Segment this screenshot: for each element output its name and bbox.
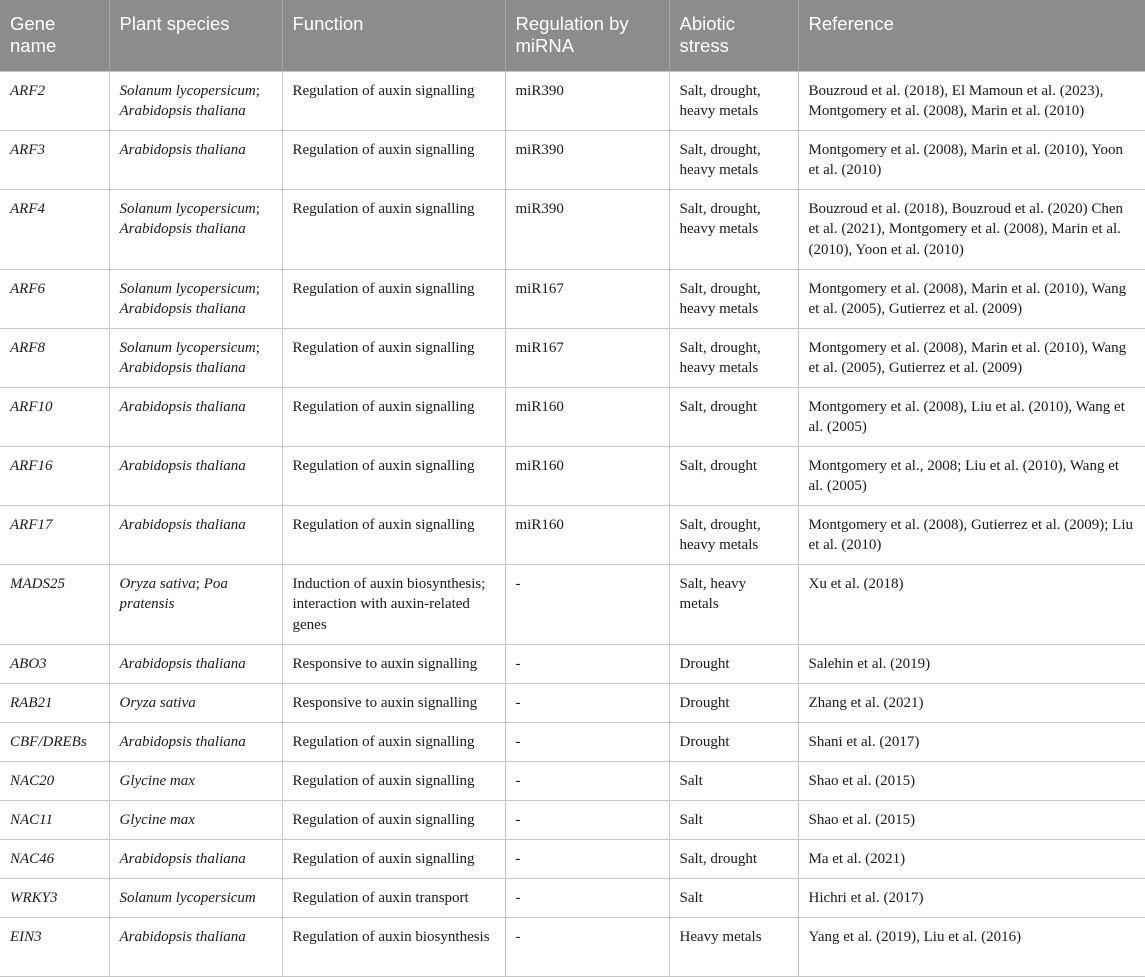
table-row: [0, 683, 1145, 722]
species-name: Arabidopsis thaliana: [119, 850, 246, 867]
reference-cell: Hichri et al. (2017): [798, 878, 1145, 917]
gene-name-cell: CBF/DREBs: [0, 722, 109, 761]
species-name: ;: [255, 82, 260, 99]
table-row: [0, 644, 1145, 683]
table-row: [0, 878, 1145, 917]
mirna-cell: miR160: [505, 505, 669, 564]
mirna-cell: miR390: [505, 189, 669, 269]
species-name: Arabidopsis thaliana: [119, 655, 246, 672]
plant-species-cell: [109, 328, 282, 387]
function-cell: Responsive to auxin signalling: [282, 644, 505, 683]
reference-cell: Shani et al. (2017): [798, 722, 1145, 761]
function-cell: Regulation of auxin signalling: [282, 130, 505, 189]
table-row: [0, 387, 1145, 446]
table-row: [0, 269, 1145, 328]
mirna-cell: -: [505, 878, 669, 917]
plant-species-cell: [109, 761, 282, 800]
function-cell: Regulation of auxin signalling: [282, 761, 505, 800]
mirna-cell: miR167: [505, 269, 669, 328]
mirna-cell: -: [505, 644, 669, 683]
plant-species-cell: [109, 387, 282, 446]
species-name: ;: [255, 200, 260, 217]
function-cell: Regulation of auxin signalling: [282, 839, 505, 878]
table-row: [0, 839, 1145, 878]
gene-name-cell: ARF16: [0, 446, 109, 505]
gene-name-cell: NAC11: [0, 800, 109, 839]
species-name: Solanum lycopersicum: [119, 200, 256, 217]
reference-cell: Salehin et al. (2019): [798, 644, 1145, 683]
species-name: Arabidopsis thaliana: [119, 221, 246, 237]
abiotic-stress-cell: Salt, drought, heavy metals: [669, 130, 798, 189]
species-name: Solanum lycopersicum: [119, 82, 256, 99]
abiotic-stress-cell: Drought: [669, 683, 798, 722]
table-body: [0, 71, 1145, 976]
reference-cell: Bouzroud et al. (2018), El Mamoun et al. (2023), Montgomery et al. (2008), Marin et al. (2010): [798, 71, 1145, 130]
reference-cell: Bouzroud et al. (2018), Bouzroud et al. (2020) Chen et al. (2021), Montgomery et al. (2008), Marin et al. (2010), Yoon et al. (2010): [798, 189, 1145, 269]
gene-name-cell: WRKY3: [0, 878, 109, 917]
abiotic-stress-cell: Salt, drought, heavy metals: [669, 505, 798, 564]
abiotic-stress-cell: Heavy metals: [669, 917, 798, 976]
abiotic-stress-cell: Salt, drought: [669, 387, 798, 446]
function-cell: Regulation of auxin signalling: [282, 800, 505, 839]
abiotic-stress-cell: Salt, drought, heavy metals: [669, 328, 798, 387]
table-header: [0, 0, 1145, 71]
reference-cell: Montgomery et al. (2008), Gutierrez et al. (2009); Liu et al. (2010): [798, 505, 1145, 564]
function-cell: Regulation of auxin signalling: [282, 269, 505, 328]
gene-name-cell: ARF2: [0, 71, 109, 130]
table-row: [0, 446, 1145, 505]
function-cell: Regulation of auxin signalling: [282, 505, 505, 564]
species-name: ;: [255, 280, 260, 297]
reference-cell: Zhang et al. (2021): [798, 683, 1145, 722]
function-cell: Regulation of auxin signalling: [282, 189, 505, 269]
column-header-regulation-by-mirna: Regulation by miRNA: [505, 0, 669, 71]
gene-name-cell: RAB21: [0, 683, 109, 722]
function-cell: Regulation of auxin transport: [282, 878, 505, 917]
gene-name-cell: NAC46: [0, 839, 109, 878]
abiotic-stress-cell: Salt, drought: [669, 839, 798, 878]
mirna-cell: miR167: [505, 328, 669, 387]
abiotic-stress-cell: Drought: [669, 644, 798, 683]
header-row: [0, 0, 1145, 71]
abiotic-stress-cell: Salt, drought, heavy metals: [669, 71, 798, 130]
column-header-abiotic-stress: Abiotic stress: [669, 0, 798, 71]
mirna-cell: miR390: [505, 71, 669, 130]
mirna-cell: -: [505, 917, 669, 976]
column-header-reference: Reference: [798, 0, 1145, 71]
table-row: [0, 564, 1145, 644]
species-name: Solanum lycopersicum: [119, 889, 256, 906]
mirna-cell: miR160: [505, 387, 669, 446]
abiotic-stress-cell: Salt, drought: [669, 446, 798, 505]
function-cell: Regulation of auxin signalling: [282, 722, 505, 761]
abiotic-stress-cell: Salt: [669, 878, 798, 917]
plant-species-cell: [109, 683, 282, 722]
plant-species-cell: [109, 917, 282, 976]
table-row: [0, 917, 1145, 976]
mirna-cell: miR390: [505, 130, 669, 189]
mirna-cell: -: [505, 683, 669, 722]
function-cell: Regulation of auxin signalling: [282, 71, 505, 130]
table-row: [0, 800, 1145, 839]
column-header-function: Function: [282, 0, 505, 71]
species-name: ;: [195, 575, 204, 592]
table-row: [0, 761, 1145, 800]
abiotic-stress-cell: Salt, drought, heavy metals: [669, 269, 798, 328]
reference-cell: Montgomery et al. (2008), Marin et al. (2010), Wang et al. (2005), Gutierrez et al. (2009): [798, 269, 1145, 328]
species-name: Arabidopsis thaliana: [119, 457, 246, 474]
species-name: Oryza sativa: [119, 575, 196, 592]
species-name: Solanum lycopersicum: [119, 339, 256, 356]
species-name: Glycine max: [119, 811, 195, 828]
plant-species-cell: [109, 446, 282, 505]
gene-name-cell: ARF4: [0, 189, 109, 269]
plant-species-cell: [109, 71, 282, 130]
gene-name-cell: ABO3: [0, 644, 109, 683]
table-row: [0, 130, 1145, 189]
species-name: Arabidopsis thaliana: [119, 141, 246, 158]
table-row: [0, 505, 1145, 564]
mirna-cell: -: [505, 722, 669, 761]
table-row: [0, 722, 1145, 761]
gene-name-cell: NAC20: [0, 761, 109, 800]
species-name: Arabidopsis thaliana: [119, 360, 246, 376]
species-name: Arabidopsis thaliana: [119, 928, 246, 945]
species-name: Arabidopsis thaliana: [119, 301, 246, 317]
reference-cell: Shao et al. (2015): [798, 761, 1145, 800]
species-name: Arabidopsis thaliana: [119, 103, 246, 119]
abiotic-stress-cell: Drought: [669, 722, 798, 761]
gene-name-cell: EIN3: [0, 917, 109, 976]
gene-name-cell: ARF17: [0, 505, 109, 564]
gene-name-cell: MADS25: [0, 564, 109, 644]
plant-species-cell: [109, 130, 282, 189]
species-name: Arabidopsis thaliana: [119, 398, 246, 415]
abiotic-stress-cell: Salt, heavy metals: [669, 564, 798, 644]
gene-name-cell: ARF3: [0, 130, 109, 189]
table-row: [0, 189, 1145, 269]
table-row: [0, 328, 1145, 387]
plant-species-cell: [109, 189, 282, 269]
reference-cell: Ma et al. (2021): [798, 839, 1145, 878]
abiotic-stress-cell: Salt: [669, 800, 798, 839]
plant-species-cell: [109, 644, 282, 683]
function-cell: Responsive to auxin signalling: [282, 683, 505, 722]
column-header-plant-species: Plant species: [109, 0, 282, 71]
reference-cell: Montgomery et al., 2008; Liu et al. (2010), Wang et al. (2005): [798, 446, 1145, 505]
plant-species-cell: [109, 878, 282, 917]
reference-cell: Yang et al. (2019), Liu et al. (2016): [798, 917, 1145, 976]
gene-name-cell: ARF6: [0, 269, 109, 328]
reference-cell: Montgomery et al. (2008), Marin et al. (2010), Wang et al. (2005), Gutierrez et al. (2009): [798, 328, 1145, 387]
table-row: [0, 71, 1145, 130]
gene-name-cell: ARF10: [0, 387, 109, 446]
gene-name-cell: ARF8: [0, 328, 109, 387]
mirna-cell: -: [505, 761, 669, 800]
species-name: Glycine max: [119, 772, 195, 789]
plant-species-cell: [109, 800, 282, 839]
function-cell: Regulation of auxin biosynthesis: [282, 917, 505, 976]
reference-cell: Shao et al. (2015): [798, 800, 1145, 839]
function-cell: Induction of auxin biosynthesis; interaction with auxin-related genes: [282, 564, 505, 644]
function-cell: Regulation of auxin signalling: [282, 446, 505, 505]
species-name: Poa pratensis: [119, 575, 228, 612]
species-name: ;: [255, 339, 260, 356]
plant-species-cell: [109, 505, 282, 564]
species-name: Arabidopsis thaliana: [119, 516, 246, 533]
reference-cell: Montgomery et al. (2008), Liu et al. (2010), Wang et al. (2005): [798, 387, 1145, 446]
reference-cell: Xu et al. (2018): [798, 564, 1145, 644]
abiotic-stress-cell: Salt: [669, 761, 798, 800]
species-name: Arabidopsis thaliana: [119, 733, 246, 750]
abiotic-stress-cell: Salt, drought, heavy metals: [669, 189, 798, 269]
plant-species-cell: [109, 269, 282, 328]
function-cell: Regulation of auxin signalling: [282, 328, 505, 387]
column-header-gene-name: Gene name: [0, 0, 109, 71]
species-name: Solanum lycopersicum: [119, 280, 256, 297]
species-name: Oryza sativa: [119, 694, 196, 711]
plant-species-cell: [109, 722, 282, 761]
mirna-cell: -: [505, 800, 669, 839]
reference-cell: Montgomery et al. (2008), Marin et al. (2010), Yoon et al. (2010): [798, 130, 1145, 189]
function-cell: Regulation of auxin signalling: [282, 387, 505, 446]
mirna-cell: -: [505, 839, 669, 878]
mirna-cell: miR160: [505, 446, 669, 505]
mirna-cell: -: [505, 564, 669, 644]
plant-species-cell: [109, 564, 282, 644]
plant-species-cell: [109, 839, 282, 878]
